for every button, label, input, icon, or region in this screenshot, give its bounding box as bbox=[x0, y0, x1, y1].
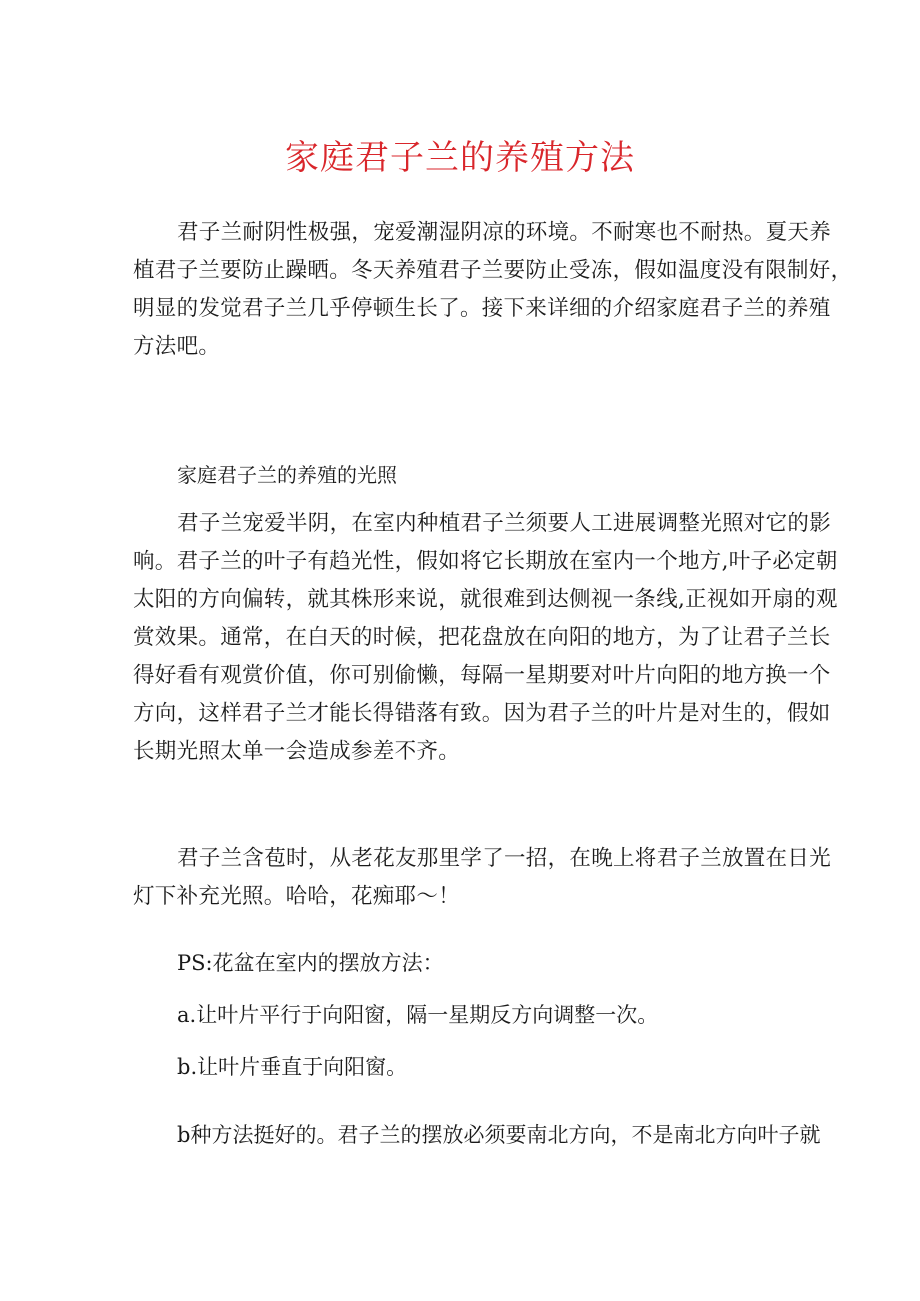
light-line: 长期光照太单一会造成参差不齐。 bbox=[133, 739, 461, 764]
light-paragraph bbox=[133, 505, 838, 771]
intro-line: 明显的发觉君子兰几乎停顿生长了。接下来详细的介绍家庭君子兰的养殖 bbox=[133, 296, 831, 321]
section-heading-light: 家庭君子兰的养殖的光照 bbox=[177, 463, 397, 487]
light-line: 君子兰宠爱半阴，在室内种植君子兰须要人工进展调整光照对它的影 bbox=[177, 511, 832, 536]
ps-label: PS:花盆在室内的摆放方法： bbox=[177, 951, 444, 975]
light-line: 方向，这样君子兰才能长得错落有致。因为君子兰的叶片是对生的，假如 bbox=[133, 701, 831, 726]
bud-line: 君子兰含苞时，从老花友那里学了一招，在晚上将君子兰放置在日光 bbox=[177, 846, 832, 871]
document-title: 家庭君子兰的养殖方法 bbox=[285, 138, 635, 178]
intro-paragraph bbox=[133, 214, 853, 366]
intro-line: 植君子兰要防止躁晒。冬天养殖君子兰要防止受冻，假如温度没有限制好， bbox=[133, 258, 853, 283]
option-a: a.让叶片平行于向阳窗，隔一星期反方向调整一次。 bbox=[177, 1003, 659, 1027]
option-b: b.让叶片垂直于向阳窗。 bbox=[177, 1055, 408, 1079]
light-line: 赏效果。通常，在白天的时候，把花盘放在向阳的地方，为了让君子兰长 bbox=[133, 625, 831, 650]
intro-line: 君子兰耐阴性极强，宠爱潮湿阴凉的环境。不耐寒也不耐热。夏天养 bbox=[177, 220, 832, 245]
light-line: 太阳的方向偏转，就其株形来说，就很难到达侧视一条线,正视如开扇的观 bbox=[133, 587, 838, 612]
light-line: 响。君子兰的叶子有趋光性，假如将它长期放在室内一个地方,叶子必定朝 bbox=[133, 549, 838, 574]
closing-line: b种方法挺好的。君子兰的摆放必须要南北方向，不是南北方向叶子就 bbox=[177, 1123, 821, 1147]
intro-line: 方法吧。 bbox=[133, 334, 221, 359]
bud-paragraph bbox=[133, 840, 832, 916]
light-line: 得好看有观赏价值，你可别偷懒，每隔一星期要对叶片向阳的地方换一个 bbox=[133, 663, 831, 688]
bud-line: 灯下补充光照。哈哈，花痴耶～！ bbox=[133, 884, 461, 909]
